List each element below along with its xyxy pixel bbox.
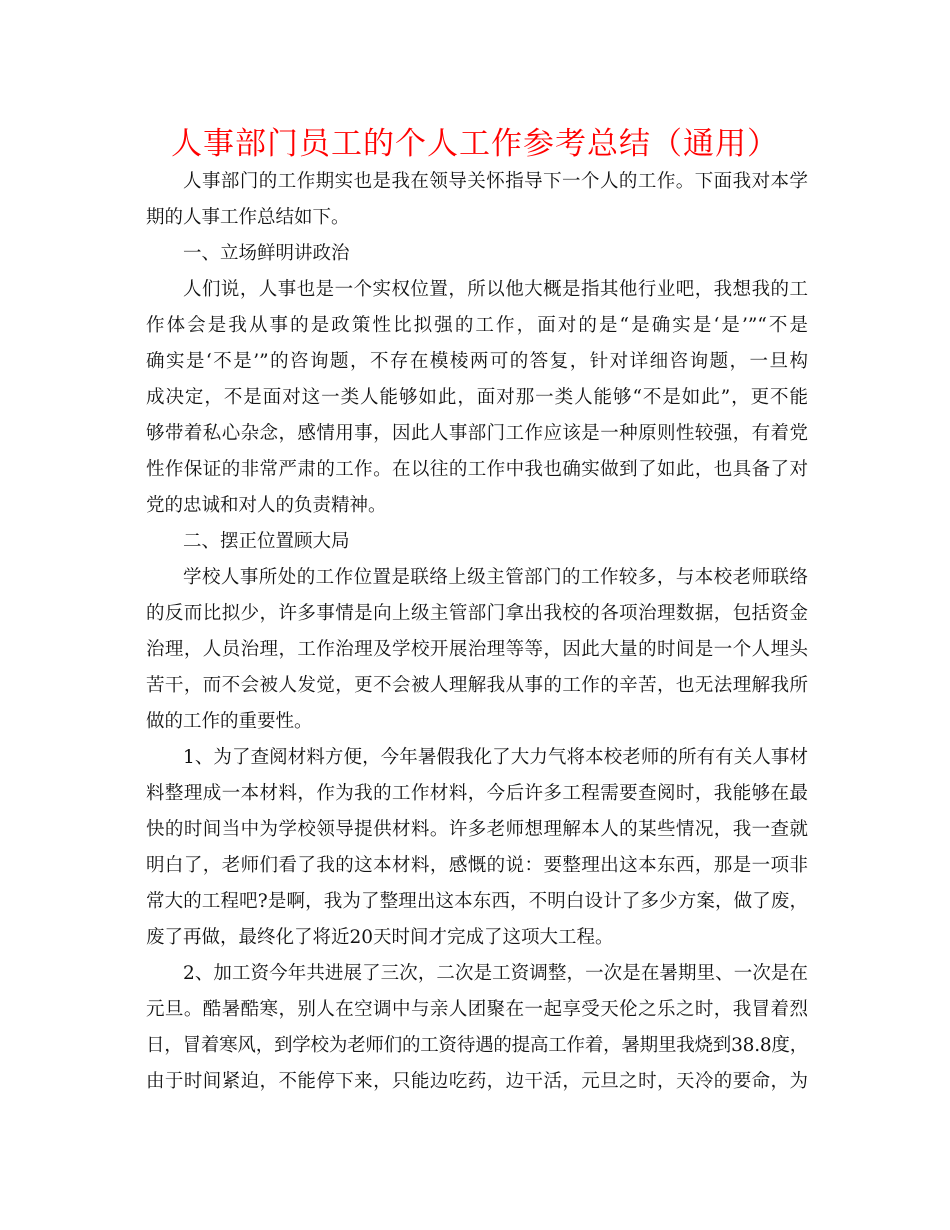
paragraph-line: 一、立场鲜明讲政治 <box>183 243 350 264</box>
paragraph-line: 快的时间当中为学校领导提供材料。许多老师想理解本人的某些情况，我一查就 <box>146 819 808 840</box>
paragraph-line: 元旦。酷暑酷寒，别人在空调中与亲人团聚在一起享受天伦之乐之时，我冒着烈 <box>146 999 808 1020</box>
paragraph-line: 苦干，而不会被人发觉，更不会被人理解我从事的工作的辛苦，也无法理解我所 <box>146 675 808 696</box>
document-title: 人事部门员工的个人工作参考总结（通用） <box>171 126 779 162</box>
paragraph-line: 人事部门的工作期实也是我在领导关怀指导下一个人的工作。下面我对本学 <box>183 171 808 192</box>
paragraph-line: 的反而比拟少，许多事情是向上级主管部门拿出我校的各项治理数据，包括资金 <box>146 603 808 624</box>
paragraph-line: 性作保证的非常严肃的工作。在以往的工作中我也确实做到了如此，也具备了对 <box>146 459 808 480</box>
paragraph-line: 成决定，不是面对这一类人能够如此，面对那一类人能够“不是如此”，更不能 <box>146 387 808 408</box>
paragraph-line: 期的人事工作总结如下。 <box>146 207 350 228</box>
paragraph-line: 确实是‘不是’”的咨询题，不存在模棱两可的答复，针对详细咨询题，一旦构 <box>146 351 808 372</box>
paragraph-line: 2、加工资今年共进展了三次，二次是工资调整，一次是在暑期里、一次是在 <box>183 963 808 984</box>
paragraph-line: 明白了，老师们看了我的这本材料，感慨的说：要整理出这本东西，那是一项非 <box>146 855 808 876</box>
paragraph-line: 二、摆正位置顾大局 <box>183 531 350 552</box>
paragraph-line: 1、为了查阅材料方便，今年暑假我化了大力气将本校老师的所有有关人事材 <box>183 747 808 768</box>
paragraph-line: 由于时间紧迫，不能停下来，只能边吃药，边干活，元旦之时，天冷的要命，为 <box>146 1071 808 1092</box>
paragraph-line: 废了再做，最终化了将近20天时间才完成了这项大工程。 <box>146 927 614 948</box>
paragraph-line: 党的忠诚和对人的负责精神。 <box>146 495 387 516</box>
paragraph-line: 料整理成一本材料，作为我的工作材料，今后许多工程需要查阅时，我能够在最 <box>146 783 808 804</box>
paragraph-line: 够带着私心杂念，感情用事，因此人事部门工作应该是一种原则性较强，有着党 <box>146 423 808 444</box>
paragraph-line: 常大的工程吧?是啊，我为了整理出这本东西，不明白设计了多少方案，做了废， <box>146 891 808 912</box>
paragraph-line: 做的工作的重要性。 <box>146 711 313 732</box>
paragraph-line: 日，冒着寒风，到学校为老师们的工资待遇的提高工作着，暑期里我烧到38.8度， <box>146 1035 808 1056</box>
paragraph-line: 人们说，人事也是一个实权位置，所以他大概是指其他行业吧，我想我的工 <box>183 279 808 300</box>
paragraph-line: 作体会是我从事的是政策性比拟强的工作，面对的是“是确实是‘是’”“不是 <box>146 315 808 336</box>
document-body <box>146 164 808 1100</box>
paragraph-line: 治理，人员治理，工作治理及学校开展治理等等，因此大量的时间是一个人埋头 <box>146 639 808 660</box>
paragraph-line: 学校人事所处的工作位置是联络上级主管部门的工作较多，与本校老师联络 <box>183 567 808 588</box>
